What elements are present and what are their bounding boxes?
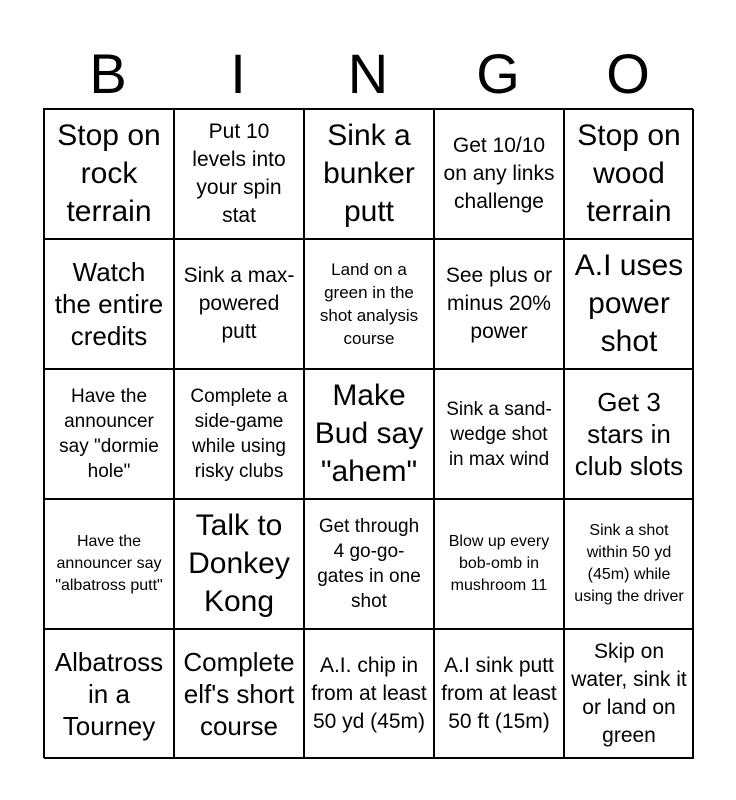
cell-text: A.I uses power shot bbox=[574, 249, 684, 358]
cell-text: Get 3 stars in club slots bbox=[574, 387, 684, 481]
bingo-board bbox=[43, 108, 693, 758]
cell-text: Watch the entire credits bbox=[54, 257, 164, 351]
bingo-cell[interactable] bbox=[564, 109, 694, 239]
cell-text: Complete elf's short course bbox=[183, 647, 295, 741]
bingo-cell[interactable] bbox=[44, 239, 174, 369]
cell-text: Blow up every bob-omb in mushroom 11 bbox=[448, 533, 550, 594]
bingo-cell[interactable] bbox=[564, 239, 694, 369]
bingo-header bbox=[43, 40, 693, 108]
cell-text: Stop on wood terrain bbox=[577, 119, 681, 228]
bingo-cell[interactable] bbox=[174, 239, 304, 369]
bingo-cell[interactable] bbox=[44, 109, 174, 239]
bingo-cell[interactable] bbox=[174, 629, 304, 759]
cell-text: Land on a green in the shot analysis course bbox=[319, 260, 419, 348]
bingo-cell[interactable] bbox=[44, 369, 174, 499]
bingo-cell[interactable] bbox=[44, 499, 174, 629]
bingo-cell[interactable] bbox=[174, 499, 304, 629]
cell-text: Stop on rock terrain bbox=[57, 119, 161, 228]
cell-text: Have the announcer say "albatross putt" bbox=[55, 533, 163, 594]
bingo-cell[interactable] bbox=[434, 239, 564, 369]
cell-text: Sink a bunker putt bbox=[323, 119, 415, 228]
bingo-cell[interactable] bbox=[434, 369, 564, 499]
cell-text: Talk to Donkey Kong bbox=[188, 509, 290, 618]
cell-text: Skip on water, sink it or land on green bbox=[571, 640, 687, 747]
cell-text: A.I. chip in from at least 50 yd (45m) bbox=[311, 654, 427, 733]
bingo-cell[interactable] bbox=[304, 369, 434, 499]
bingo-cell[interactable] bbox=[304, 109, 434, 239]
bingo-cell[interactable] bbox=[564, 499, 694, 629]
cell-text: Sink a sand-wedge shot in max wind bbox=[446, 398, 552, 470]
cell-text: See plus or minus 20% power bbox=[445, 264, 553, 343]
header-letter-b: B bbox=[89, 42, 127, 105]
cell-text: Sink a max-powered putt bbox=[183, 264, 295, 343]
bingo-cell[interactable] bbox=[434, 629, 564, 759]
header-letter-g: G bbox=[476, 42, 520, 105]
cell-text: Albatross in a Tourney bbox=[54, 647, 164, 741]
bingo-cell[interactable] bbox=[434, 499, 564, 629]
bingo-cell[interactable] bbox=[44, 629, 174, 759]
header-letter-i: I bbox=[230, 42, 246, 105]
bingo-cell[interactable] bbox=[564, 629, 694, 759]
header-letter-o: O bbox=[606, 42, 650, 105]
cell-text: Make Bud say "ahem" bbox=[314, 379, 424, 488]
bingo-cell[interactable] bbox=[564, 369, 694, 499]
cell-text: A.I sink putt from at least 50 ft (15m) bbox=[441, 654, 557, 733]
bingo-cell[interactable] bbox=[304, 499, 434, 629]
bingo-cell[interactable] bbox=[174, 109, 304, 239]
bingo-cell[interactable] bbox=[304, 629, 434, 759]
bingo-cell[interactable] bbox=[434, 109, 564, 239]
cell-text: Get 10/10 on any links challenge bbox=[443, 134, 555, 213]
header-letter-n: N bbox=[347, 42, 389, 105]
bingo-cell[interactable] bbox=[174, 369, 304, 499]
cell-text: Get through 4 go-go-gates in one shot bbox=[317, 516, 421, 612]
cell-text: Have the announcer say "dormie hole" bbox=[59, 386, 159, 482]
cell-text: Complete a side-game while using risky clubs bbox=[190, 386, 288, 482]
bingo-cell[interactable] bbox=[304, 239, 434, 369]
cell-text: Sink a shot within 50 yd (45m) while using the driver bbox=[574, 522, 684, 605]
cell-text: Put 10 levels into your spin stat bbox=[192, 120, 286, 227]
